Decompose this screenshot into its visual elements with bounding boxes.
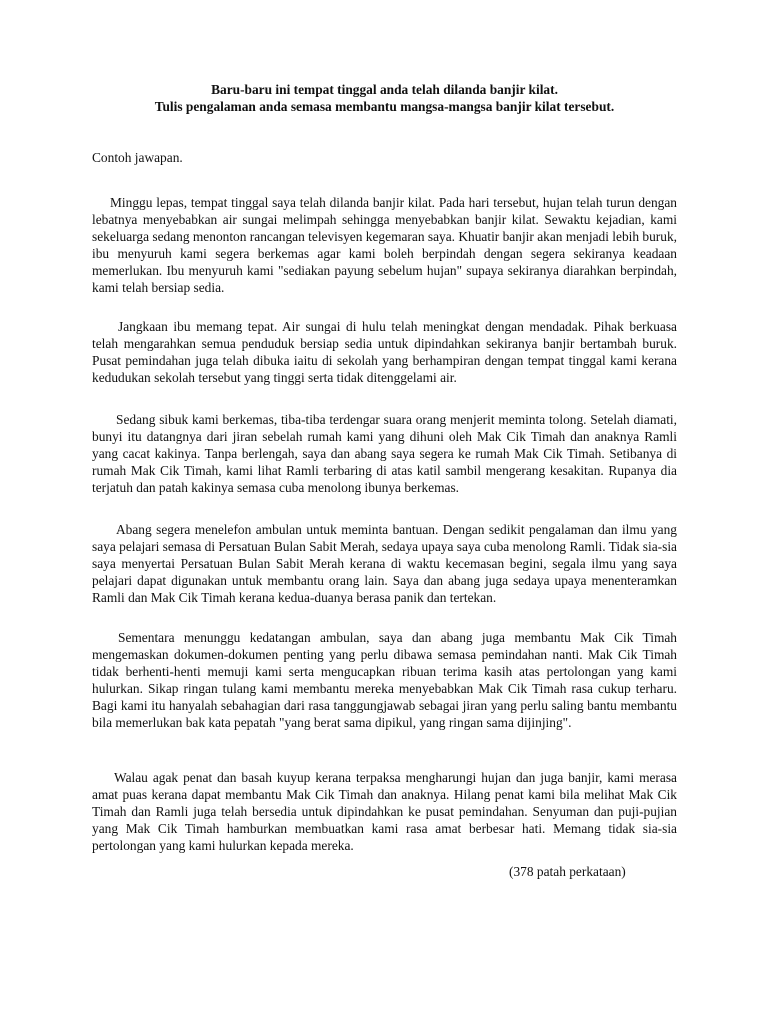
essay-paragraph-3: Sedang sibuk kami berkemas, tiba-tiba terdengar suara orang menjerit meminta tolong. Setelah diamati, bunyi itu datangnya dari jiran sebelah rumah kami yang dihuni oleh Mak Cik Timah dan anaknya Ramli yang cacat kakinya. Tanpa berlengah, saya dan abang saya segera ke rumah Mak Cik Timah. Setibanya di rumah Mak Cik Timah, kami lihat Ramli terbaring di atas katil sambil mengerang kesakitan. Rupanya dia terjatuh dan patah kakinya semasa cuba menolong ibunya berkemas.: [92, 412, 677, 495]
question-line-1: Baru-baru ini tempat tinggal anda telah dilanda banjir kilat.: [211, 82, 558, 97]
essay-question-heading: [92, 81, 677, 115]
essay-paragraph-4: Abang segera menelefon ambulan untuk meminta bantuan. Dengan sedikit pengalaman dan ilmu yang saya pelajari semasa di Persatuan Bulan Sabit Merah, sedaya upaya saya cuba menolong Ramli. Tidak sia-sia saya menyertai Persatuan Bulan Sabit Merah kerana di waktu kecemasan begini, segala ilmu yang saya pelajari dapat digunakan untuk membantu orang lain. Saya dan abang juga sedaya upaya menenteramkan Ramli dan Mak Cik Timah kerana kedua-duanya berasa panik dan tertekan.: [92, 522, 677, 605]
essay-paragraph-5: Sementara menunggu kedatangan ambulan, saya dan abang juga membantu Mak Cik Timah mengemaskan dokumen-dokumen penting yang perlu dibawa semasa pemindahan nanti. Mak Cik Timah tidak berhenti-henti memuji kami serta mengucapkan ribuan terima kasih atas pertolongan yang kami hulurkan. Sikap ringan tulang kami membantu mereka menyebabkan Mak Cik Timah rasa cukup terharu. Bagi kami itu hanyalah sebahagian dari rasa tanggungjawab sebagai jiran yang perlu saling bantu membantu bila memerlukan bak kata pepatah "yang berat sama dipikul, yang ringan sama dijinjing".: [92, 630, 677, 730]
essay-paragraph-2: Jangkaan ibu memang tepat. Air sungai di hulu telah meningkat dengan mendadak. Pihak berkuasa telah mengarahkan semua penduduk bersiap sedia untuk dipindahkan sekiranya banjir bertambah buruk. Pusat pemindahan juga telah dibuka iaitu di sekolah yang berhampiran dengan tempat tinggal kami kerana kedudukan sekolah tersebut yang tinggi serta tidak ditenggelami air.: [92, 319, 677, 385]
sample-answer-label: Contoh jawapan.: [92, 150, 183, 165]
essay-paragraph-1: Minggu lepas, tempat tinggal saya telah dilanda banjir kilat. Pada hari tersebut, hujan telah turun dengan lebatnya menyebabkan air sungai melimpah sehingga menyebabkan banjir kilat. Sewaktu kejadian, kami sekeluarga sedang menonton rancangan televisyen kegemaran saya. Khuatir banjir akan menjadi lebih buruk, ibu menyuruh kami segera berkemas agar kami boleh berpindah dengan segera sekiranya keadaan memerlukan. Ibu menyuruh kami "sediakan payung sebelum hujan" supaya sekiranya diarahkan berpindah, kami telah bersiap sedia.: [92, 195, 678, 295]
question-line-2: Tulis pengalaman anda semasa membantu mangsa-mangsa banjir kilat tersebut.: [154, 99, 615, 114]
word-count-note: (378 patah perkataan): [509, 864, 626, 879]
essay-paragraph-6: Walau agak penat dan basah kuyup kerana terpaksa mengharungi hujan dan juga banjir, kami merasa amat puas kerana dapat membantu Mak Cik Timah dan anaknya. Hilang penat kami bila melihat Mak Cik Timah dan Ramli juga telah bersedia untuk dipindahkan ke pusat pemindahan. Senyuman dan puji-pujian yang Mak Cik Timah hamburkan membuatkan kami rasa amat berbesar hati. Memang tidak sia-sia pertolongan yang kami hulurkan kepada mereka.: [92, 770, 677, 853]
